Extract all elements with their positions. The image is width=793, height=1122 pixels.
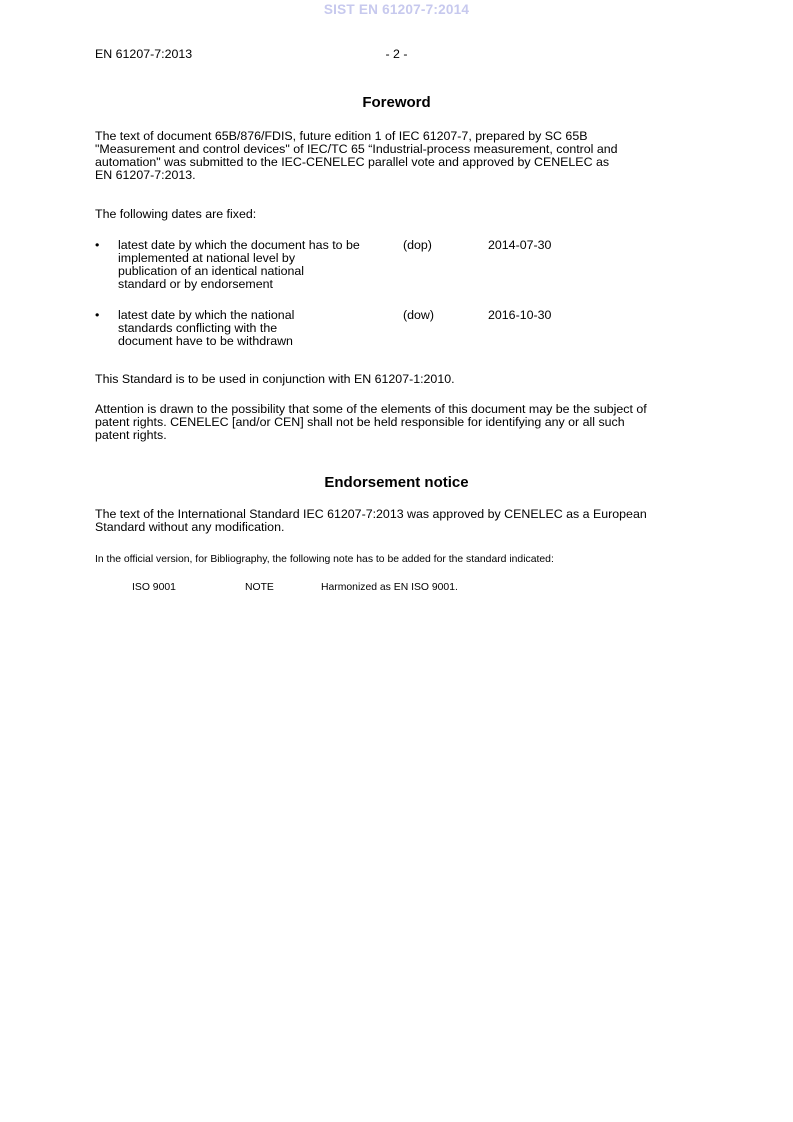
- text-line: implemented at national level by: [118, 251, 296, 265]
- watermark: SIST EN 61207-7:2014: [323, 2, 470, 17]
- note-label: NOTE: [245, 582, 274, 593]
- date-abbreviation: (dow): [403, 308, 434, 322]
- text-line: standard or by endorsement: [118, 277, 273, 291]
- bullet-icon: •: [95, 308, 100, 322]
- text-line: "Measurement and control devices" of IEC/TC 65 “Industrial-process measurement, control and: [95, 142, 618, 156]
- header-doc-id: EN 61207-7:2013: [95, 47, 193, 61]
- text-line: patent rights.: [95, 428, 167, 442]
- text-line: document have to be withdrawn: [118, 334, 293, 348]
- text-line: patent rights. CENELEC [and/or CEN] shall not be held responsible for identifying any or all such: [95, 415, 625, 429]
- date-description: [118, 309, 383, 348]
- text-line: Standard without any modification.: [95, 520, 285, 534]
- note-text: Harmonized as EN ISO 9001.: [321, 582, 458, 593]
- date-value: 2016-10-30: [488, 308, 552, 322]
- text-line: standards conflicting with the: [118, 321, 278, 335]
- text-line: Attention is drawn to the possibility that some of the elements of this document may be the subject of: [95, 402, 647, 416]
- text-line: The text of the International Standard IEC 61207-7:2013 was approved by CENELEC as a European: [95, 507, 647, 521]
- foreword-paragraph-1: [95, 130, 698, 182]
- foreword-paragraph-4: [95, 403, 698, 442]
- date-abbreviation: (dop): [403, 238, 432, 252]
- foreword-paragraph-2: The following dates are fixed:: [95, 207, 257, 221]
- text-line: The text of document 65B/876/FDIS, future edition 1 of IEC 61207-7, prepared by SC 65B: [95, 129, 588, 143]
- endorsement-paragraph-2: In the official version, for Bibliography, the following note has to be added for the standard indicated:: [95, 554, 554, 565]
- text-line: latest date by which the national: [118, 308, 295, 322]
- text-line: automation" was submitted to the IEC-CENELEC parallel vote and approved by CENELEC as: [95, 155, 610, 169]
- foreword-paragraph-3: This Standard is to be used in conjunction with EN 61207-1:2010.: [95, 372, 455, 386]
- header-page-number: - 2 -: [385, 47, 408, 61]
- text-line: latest date by which the document has to be: [118, 238, 360, 252]
- date-value: 2014-07-30: [488, 238, 552, 252]
- note-standard: ISO 9001: [132, 582, 176, 593]
- date-description: [118, 239, 383, 291]
- endorsement-paragraph-1: [95, 508, 698, 534]
- text-line: publication of an identical national: [118, 264, 304, 278]
- text-line: EN 61207-7:2013.: [95, 168, 196, 182]
- foreword-title: Foreword: [362, 94, 431, 111]
- bullet-icon: •: [95, 238, 100, 252]
- endorsement-title: Endorsement notice: [324, 474, 469, 491]
